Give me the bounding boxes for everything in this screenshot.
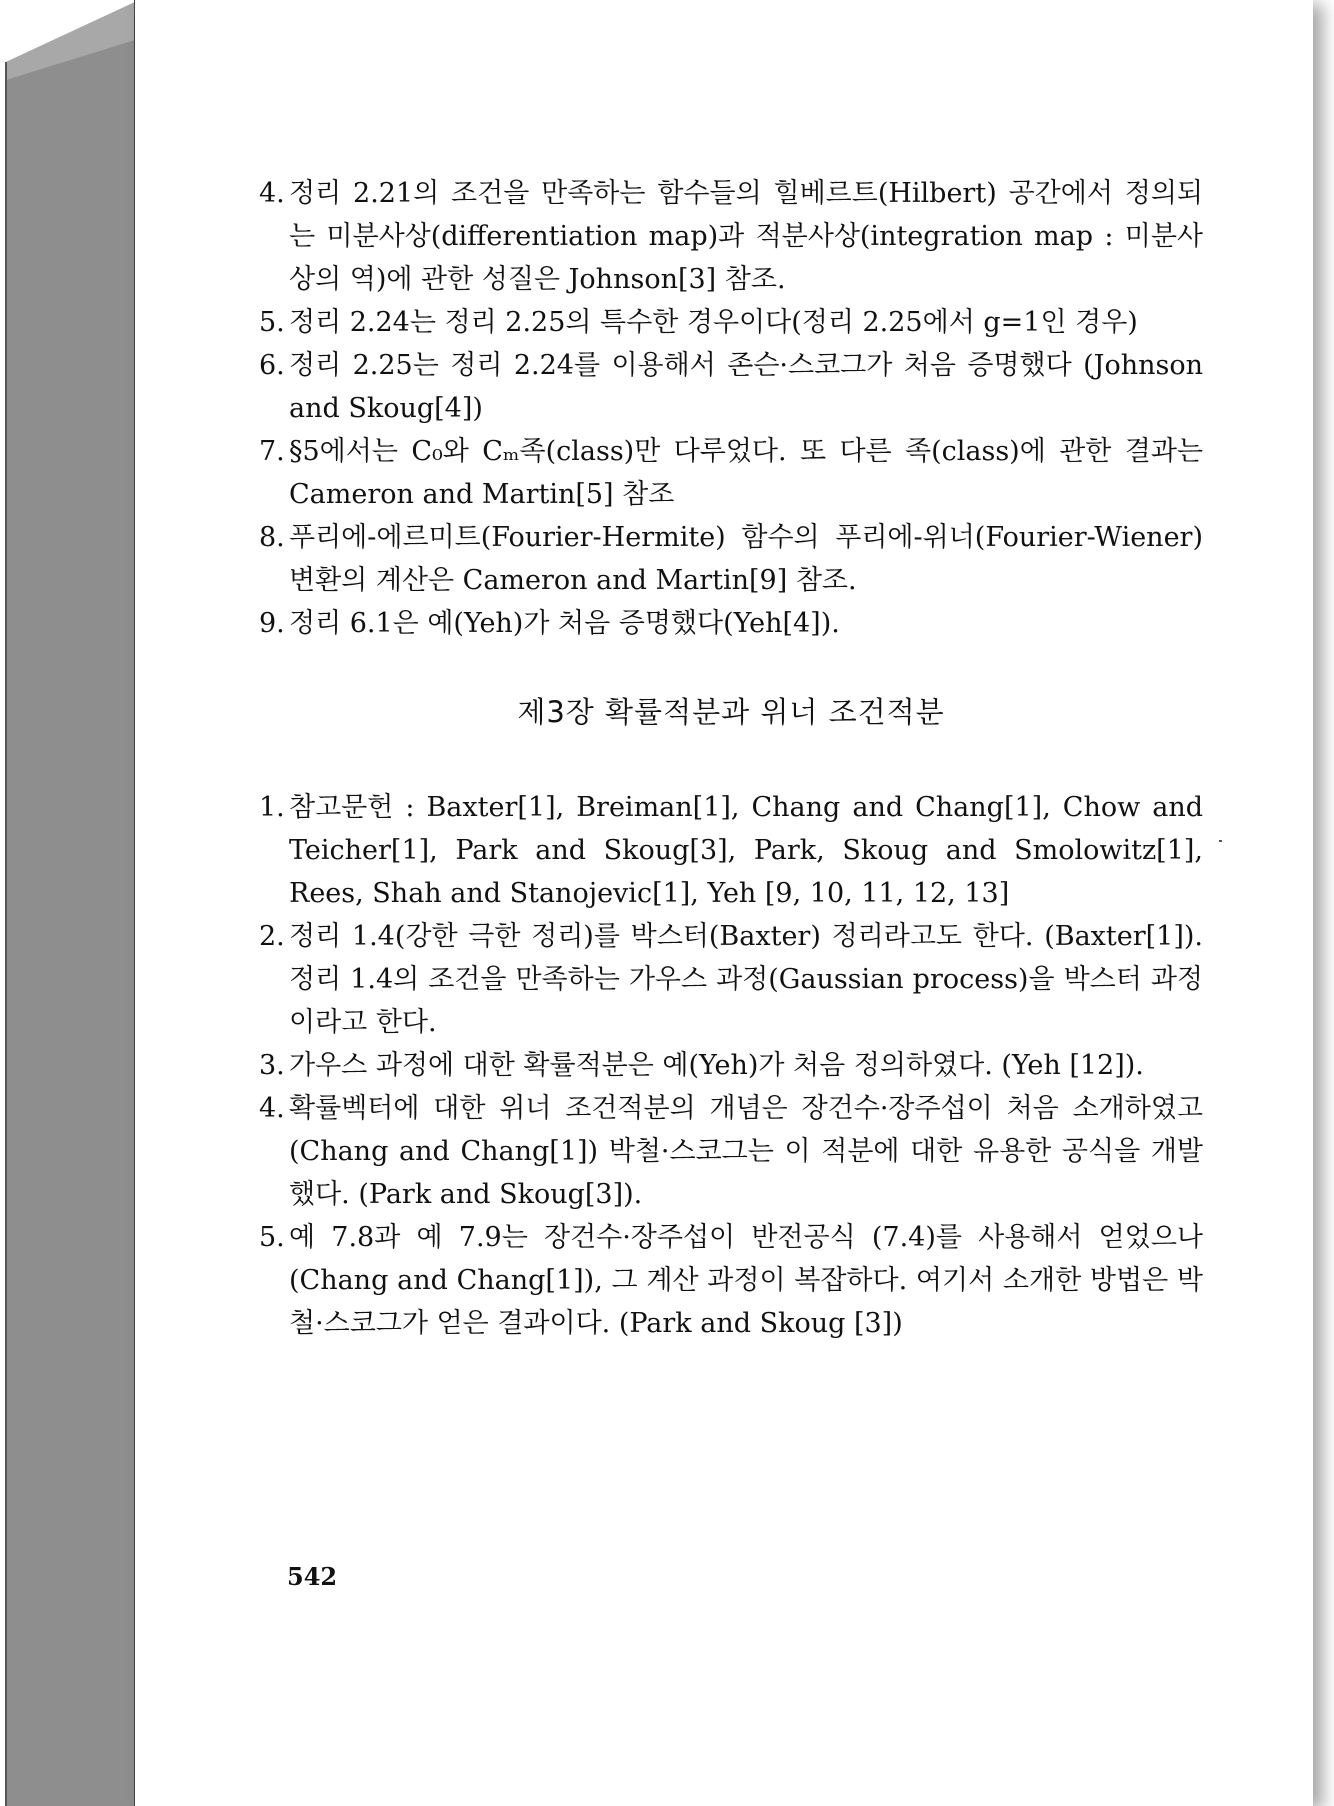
- note-item: 5. 정리 2.24는 정리 2.25의 특수한 경우이다(정리 2.25에서 g=1인 경우): [259, 307, 1138, 338]
- note-item: 7. §5에서는 C₀와 Cₘ족(class)만 다루었다. 또 다른 족(class)에 관한 결과는 Cameron and Martin[5] 참조: [259, 436, 1203, 510]
- note-item: 4. 확률벡터에 대한 위너 조건적분의 개념은 장건수·장주섭이 처음 소개하였고(Chang and Chang[1]) 박철·스코그는 이 적분에 대한 유용한 공식을 개발했다. (Park and Skoug[3]).: [259, 1093, 1203, 1210]
- notes-bottom: [259, 786, 1203, 1345]
- page-content: [259, 172, 1203, 1345]
- book-page: [135, 0, 1313, 1806]
- note-item: 3. 가우스 과정에 대한 확률적분은 예(Yeh)가 처음 정의하였다. (Yeh [12]).: [259, 1050, 1144, 1081]
- note-item: 4. 정리 2.21의 조건을 만족하는 함수들의 힐베르트(Hilbert) 공간에서 정의되는 미분사상(differentiation map)과 적분사상(integration map : 미분사상의 역)에 관한 성질은 Johnson[3] 참조.: [259, 178, 1203, 295]
- notes-top: [259, 172, 1203, 645]
- note-item: 1. 참고문헌 : Baxter[1], Breiman[1], Chang and Chang[1], Chow and Teicher[1], Park and Skoug[3], Park, Skoug and Smolowitz[1], Rees, Shah and Stanojevic[1], Yeh [9, 10, 11, 12, 13]: [259, 792, 1203, 909]
- scan-speck: [1219, 840, 1222, 842]
- note-item: 9. 정리 6.1은 예(Yeh)가 처음 증명했다(Yeh[4]).: [259, 608, 840, 639]
- note-item: 5. 예 7.8과 예 7.9는 장건수·장주섭이 반전공식 (7.4)를 사용해서 얻었으나(Chang and Chang[1]), 그 계산 과정이 복잡하다. 여기서 소개한 방법은 박철·스코그가 얻은 결과이다. (Park and Skoug [3]): [259, 1222, 1203, 1339]
- section-title: 제3장 확률적분과 위너 조건적분: [517, 695, 945, 729]
- note-item: 8. 푸리에-에르미트(Fourier-Hermite) 함수의 푸리에-위너(Fourier-Wiener) 변환의 계산은 Cameron and Martin[9] 참조.: [259, 522, 1203, 596]
- note-item: 6. 정리 2.25는 정리 2.24를 이용해서 존슨·스코그가 처음 증명했다 (Johnson and Skoug[4]): [259, 350, 1203, 424]
- page-number: 542: [287, 1562, 338, 1591]
- note-item: 2. 정리 1.4(강한 극한 정리)를 박스터(Baxter) 정리라고도 한다. (Baxter[1]). 정리 1.4의 조건을 만족하는 가우스 과정(Gaussian process)을 박스터 과정이라고 한다.: [259, 921, 1203, 1038]
